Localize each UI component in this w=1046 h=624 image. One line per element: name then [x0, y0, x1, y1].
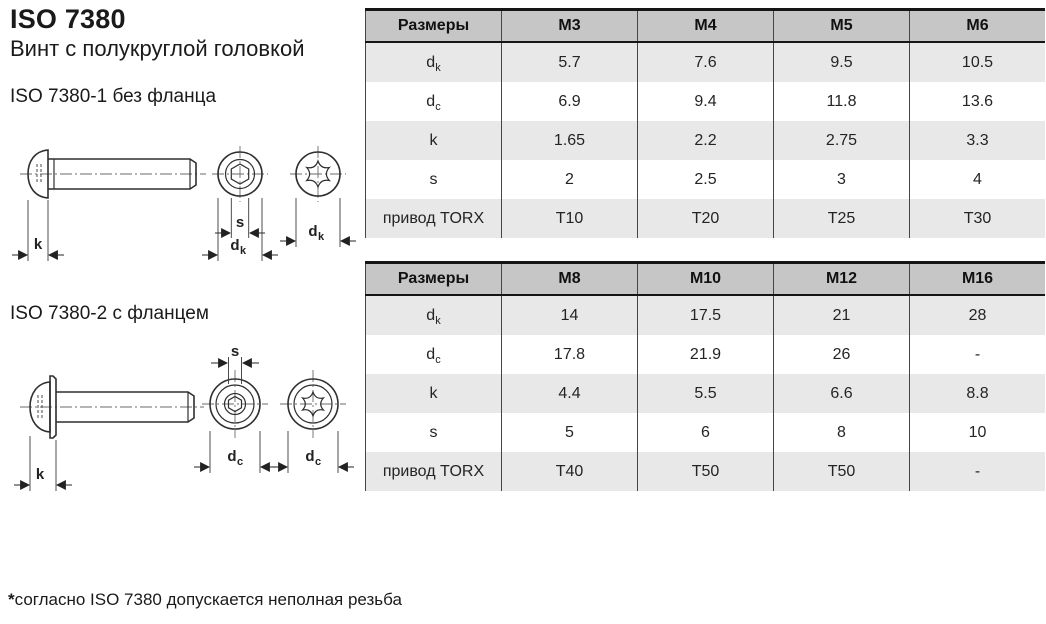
- footnote: [8, 590, 402, 610]
- col-header-sizes: Размеры: [366, 10, 502, 43]
- row-torx-drive: [366, 199, 1046, 238]
- dim-label-d-sub: c: [237, 456, 244, 468]
- cell: 3.3: [910, 121, 1046, 160]
- dim-label-d: d: [227, 448, 237, 465]
- row-torx-drive: [366, 452, 1046, 491]
- col-header-m4: M4: [638, 10, 774, 43]
- cell: 13.6: [910, 82, 1046, 121]
- row-label: привод TORX: [366, 452, 502, 491]
- row-label: k: [366, 121, 502, 160]
- dim-label-d-sub: c: [315, 456, 322, 468]
- cell: T25: [774, 199, 910, 238]
- row-label: $d_c$: [366, 82, 502, 121]
- col-header-m12: M12: [774, 263, 910, 296]
- row-label: привод TORX: [366, 199, 502, 238]
- cell: 4: [910, 160, 1046, 199]
- cell: 8: [774, 413, 910, 452]
- cell: 6: [638, 413, 774, 452]
- row-dk: [366, 295, 1046, 335]
- cell: 17.8: [502, 335, 638, 374]
- cell: 5.5: [638, 374, 774, 413]
- row-k: [366, 374, 1046, 413]
- cell: 26: [774, 335, 910, 374]
- cell: T30: [910, 199, 1046, 238]
- page-subtitle: Винт с полукруглой головкой: [10, 36, 305, 61]
- col-header-m3: M3: [502, 10, 638, 43]
- cell: 14: [502, 295, 638, 335]
- row-label: $d_k$: [366, 42, 502, 82]
- header-row: [366, 10, 1046, 43]
- cell: 9.5: [774, 42, 910, 82]
- dim-label-k: k: [33, 236, 43, 253]
- col-header-sizes: Размеры: [366, 263, 502, 296]
- cell: 2.5: [638, 160, 774, 199]
- row-label: s: [366, 160, 502, 199]
- col-header-m16: M16: [910, 263, 1046, 296]
- col-header-m6: M6: [910, 10, 1046, 43]
- crosshair: [280, 370, 346, 438]
- cell: 8.8: [910, 374, 1046, 413]
- cell: 5.7: [502, 42, 638, 82]
- drawing-1-label: ISO 7380-1 без фланца: [10, 86, 217, 107]
- dim-label-d-sub: k: [318, 231, 325, 243]
- cell: 5: [502, 413, 638, 452]
- front-view-torx-flanged: [272, 370, 354, 473]
- footnote-asterisk: *: [8, 590, 15, 609]
- cell: 4.4: [502, 374, 638, 413]
- row-k: [366, 121, 1046, 160]
- col-header-m5: M5: [774, 10, 910, 43]
- drawing-iso7380-2: [8, 332, 360, 504]
- page-title: ISO 7380: [10, 4, 126, 34]
- front-view-hex-flanged: [194, 343, 276, 473]
- drawing-iso7380-1: [8, 134, 360, 274]
- cell: -: [910, 452, 1046, 491]
- cell: 10: [910, 413, 1046, 452]
- row-dk: [366, 42, 1046, 82]
- cell: 2.2: [638, 121, 774, 160]
- cell: 2: [502, 160, 638, 199]
- side-view-screw-flanged: [14, 376, 204, 491]
- cell: 11.8: [774, 82, 910, 121]
- row-dc: [366, 82, 1046, 121]
- crosshair: [212, 146, 268, 202]
- side-view-screw: [12, 150, 206, 261]
- col-header-m10: M10: [638, 263, 774, 296]
- dim-label-s: s: [230, 343, 240, 360]
- cell: T40: [502, 452, 638, 491]
- cell: 28: [910, 295, 1046, 335]
- dim-label-d-sub: k: [240, 245, 247, 257]
- crosshair: [202, 370, 268, 438]
- row-s: [366, 160, 1046, 199]
- front-view-torx: [280, 146, 356, 247]
- dim-label-d: d: [230, 237, 240, 254]
- cell: 21.9: [638, 335, 774, 374]
- cell: -: [910, 335, 1046, 374]
- row-dc: [366, 335, 1046, 374]
- cell: 10.5: [910, 42, 1046, 82]
- cell: 21: [774, 295, 910, 335]
- row-label: s: [366, 413, 502, 452]
- dim-label-k: k: [35, 466, 45, 483]
- front-view-hex: [202, 146, 278, 261]
- cell: T10: [502, 199, 638, 238]
- spec-table-m3-m6: [365, 8, 1045, 238]
- row-label: $d_c$: [366, 335, 502, 374]
- cell: 6.9: [502, 82, 638, 121]
- cell: 1.65: [502, 121, 638, 160]
- col-header-m8: M8: [502, 263, 638, 296]
- cell: 17.5: [638, 295, 774, 335]
- footnote-text: согласно ISO 7380 допускается неполная резьба: [14, 590, 402, 609]
- header-row: [366, 263, 1046, 296]
- crosshair: [290, 146, 346, 202]
- cell: 9.4: [638, 82, 774, 121]
- cell: 7.6: [638, 42, 774, 82]
- drawing-2-label: ISO 7380-2 с фланцем: [10, 303, 209, 324]
- cell: 2.75: [774, 121, 910, 160]
- dim-label-d: d: [305, 448, 315, 465]
- dim-label-s: s: [235, 214, 245, 231]
- row-s: [366, 413, 1046, 452]
- row-label: k: [366, 374, 502, 413]
- cell: 6.6: [774, 374, 910, 413]
- cell: T20: [638, 199, 774, 238]
- cell: T50: [774, 452, 910, 491]
- spec-table-m8-m16: [365, 261, 1045, 491]
- dim-label-d: d: [308, 223, 318, 240]
- tables-container: [365, 8, 1040, 514]
- row-label: $d_k$: [366, 295, 502, 335]
- cell: T50: [638, 452, 774, 491]
- cell: 3: [774, 160, 910, 199]
